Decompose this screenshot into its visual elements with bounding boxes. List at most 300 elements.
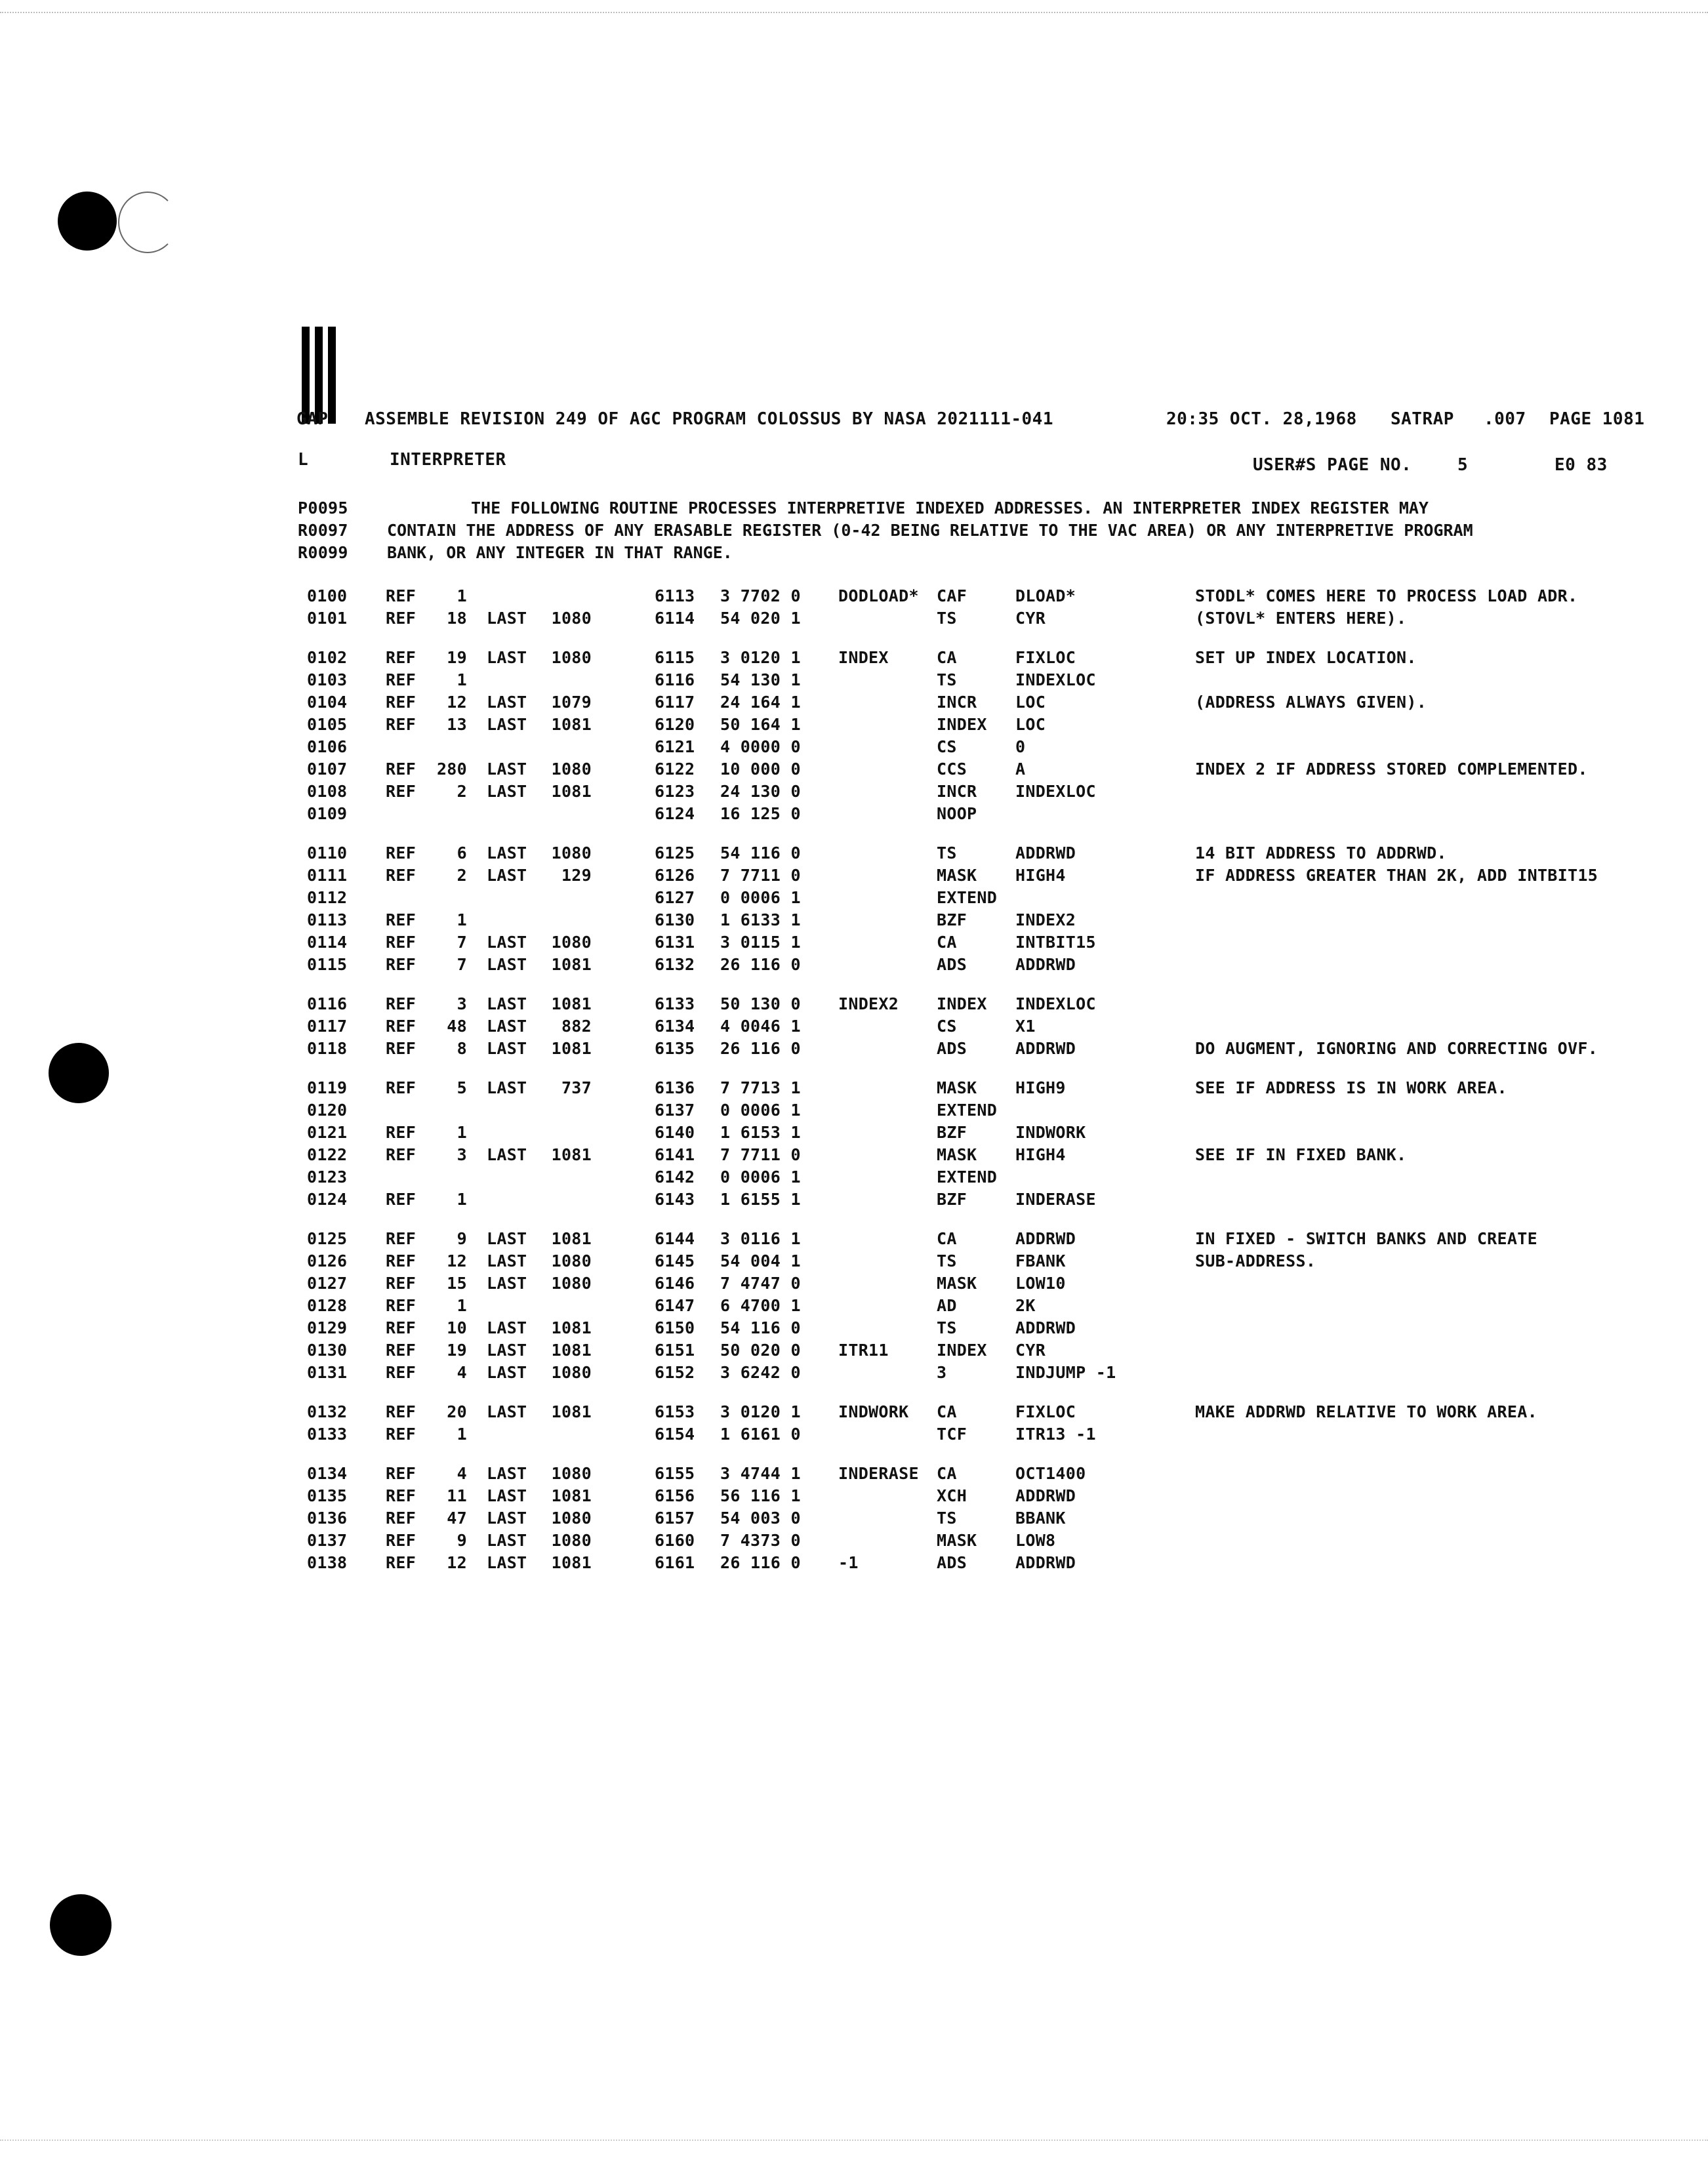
cell-opcode: CS [937, 737, 957, 756]
cell-address: 6145 [655, 1251, 695, 1270]
cell-last-flag: LAST [487, 1078, 527, 1097]
cell-operand: ADDRWD [1015, 1318, 1076, 1337]
cell-line-number: 0123 [307, 1167, 348, 1187]
cell-last-line: 882 [561, 1017, 592, 1036]
listing-row [0, 1145, 1708, 1167]
listing-row [0, 609, 1708, 631]
cell-address: 6133 [655, 994, 695, 1013]
cell-last-flag: LAST [487, 1251, 527, 1270]
cell-address: 6151 [655, 1341, 695, 1360]
cell-line-number: 0108 [307, 782, 348, 801]
cell-last-flag: LAST [487, 609, 527, 628]
remark-text: THE FOLLOWING ROUTINE PROCESSES INTERPRETIVE INDEXED ADDRESSES. AN INTERPRETER INDEX REGISTER MAY [471, 498, 1429, 517]
cell-ref-flag: REF [386, 1464, 417, 1483]
cell-octal-code: 7 4747 0 [720, 1274, 801, 1293]
cell-label: INDWORK [838, 1402, 909, 1421]
cell-octal-code: 3 0120 1 [720, 648, 801, 667]
cell-operand: ADDRWD [1015, 1229, 1076, 1248]
cell-operand: LOC [1015, 693, 1046, 712]
cell-line-number: 0131 [307, 1363, 348, 1382]
user-page-label: USER#S PAGE NO. [1253, 455, 1412, 475]
cell-line-number: 0116 [307, 994, 348, 1013]
cell-last-line: 1080 [551, 1251, 592, 1270]
cell-last-line: 1081 [551, 1553, 592, 1572]
cell-ref-flag: REF [386, 994, 417, 1013]
cell-operand: INDEX2 [1015, 910, 1076, 929]
cell-label: -1 [838, 1553, 859, 1572]
cell-ref-flag: REF [386, 1296, 417, 1315]
cell-octal-code: 54 130 1 [720, 670, 801, 689]
cell-ref-flag: REF [386, 1229, 417, 1248]
listing-row [0, 1078, 1708, 1101]
cell-ref-flag: REF [386, 586, 417, 605]
cell-last-line: 737 [561, 1078, 592, 1097]
cell-ref-count: 4 [457, 1464, 467, 1483]
cell-line-number: 0102 [307, 648, 348, 667]
cell-octal-code: 54 003 0 [720, 1509, 801, 1528]
cell-operand: CYR [1015, 1341, 1046, 1360]
cell-operand: A [1015, 760, 1026, 779]
cell-opcode: AD [937, 1296, 957, 1315]
cell-ref-flag: REF [386, 715, 417, 734]
cell-octal-code: 3 6242 0 [720, 1363, 801, 1382]
cell-address: 6156 [655, 1486, 695, 1505]
cell-opcode: MASK [937, 1531, 977, 1550]
cell-octal-code: 6 4700 1 [720, 1296, 801, 1315]
cell-line-number: 0119 [307, 1078, 348, 1097]
cell-octal-code: 0 0006 1 [720, 1101, 801, 1120]
cell-octal-code: 7 4373 0 [720, 1531, 801, 1550]
cell-ref-flag: REF [386, 955, 417, 974]
punch-hole-shadow [118, 192, 177, 253]
cell-last-line: 1081 [551, 955, 592, 974]
cell-label: INDEX2 [838, 994, 899, 1013]
listing-row [0, 1486, 1708, 1509]
cell-ref-count: 7 [457, 933, 467, 952]
listing-row [0, 737, 1708, 760]
cell-octal-code: 3 0120 1 [720, 1402, 801, 1421]
cell-operand: ADDRWD [1015, 1039, 1076, 1058]
cell-comment: SEE IF IN FIXED BANK. [1195, 1145, 1407, 1164]
cell-line-number: 0103 [307, 670, 348, 689]
cell-ref-count: 1 [457, 1425, 467, 1444]
cell-opcode: ADS [937, 1039, 967, 1058]
cell-ref-count: 7 [457, 955, 467, 974]
cell-ref-flag: REF [386, 1251, 417, 1270]
cell-operand: X1 [1015, 1017, 1036, 1036]
listing-row [0, 1251, 1708, 1274]
listing-row [0, 782, 1708, 804]
cell-address: 6147 [655, 1296, 695, 1315]
cell-last-flag: LAST [487, 1229, 527, 1248]
cell-opcode: EXTEND [937, 888, 998, 907]
cell-opcode: NOOP [937, 804, 977, 823]
cell-ref-flag: REF [386, 1274, 417, 1293]
cell-address: 6157 [655, 1509, 695, 1528]
listing-row [0, 933, 1708, 955]
cell-octal-code: 54 020 1 [720, 609, 801, 628]
cell-last-line: 1081 [551, 1486, 592, 1505]
cell-line-number: 0125 [307, 1229, 348, 1248]
cell-ref-flag: REF [386, 760, 417, 779]
cell-operand: FBANK [1015, 1251, 1066, 1270]
cell-comment: SET UP INDEX LOCATION. [1195, 648, 1417, 667]
cell-last-flag: LAST [487, 866, 527, 885]
cell-last-flag: LAST [487, 1274, 527, 1293]
cell-ref-count: 9 [457, 1531, 467, 1550]
listing-row [0, 693, 1708, 715]
cell-opcode: ADS [937, 955, 967, 974]
cell-ref-flag: REF [386, 1078, 417, 1097]
listing-row [0, 910, 1708, 933]
cell-last-line: 1080 [551, 1464, 592, 1483]
cell-octal-code: 7 7711 0 [720, 1145, 801, 1164]
cell-ref-count: 13 [447, 715, 467, 734]
cell-ref-count: 19 [447, 648, 467, 667]
cell-operand: LOW8 [1015, 1531, 1056, 1550]
cell-line-number: 0107 [307, 760, 348, 779]
cell-operand: INDEXLOC [1015, 670, 1096, 689]
remark-text: CONTAIN THE ADDRESS OF ANY ERASABLE REGISTER (0-42 BEING RELATIVE TO THE VAC AREA) OR ANY INTERPRETIVE PROGRAM [387, 521, 1473, 540]
cell-operand: DLOAD* [1015, 586, 1076, 605]
cell-comment: DO AUGMENT, IGNORING AND CORRECTING OVF. [1195, 1039, 1598, 1058]
cell-last-line: 1080 [551, 1274, 592, 1293]
cell-ref-count: 5 [457, 1078, 467, 1097]
cell-last-line: 1081 [551, 1229, 592, 1248]
cell-last-line: 1081 [551, 1039, 592, 1058]
punch-hole-bottom [50, 1894, 112, 1956]
cell-ref-flag: REF [386, 1123, 417, 1142]
section-code: L [298, 450, 309, 470]
cell-line-number: 0110 [307, 843, 348, 862]
cell-last-flag: LAST [487, 1145, 527, 1164]
cell-opcode: MASK [937, 1145, 977, 1164]
listing-row [0, 586, 1708, 609]
cell-ref-count: 1 [457, 586, 467, 605]
cell-last-line: 1081 [551, 782, 592, 801]
cell-opcode: TS [937, 670, 957, 689]
cell-octal-code: 54 116 0 [720, 843, 801, 862]
remark-id: R0097 [298, 521, 348, 540]
cell-octal-code: 3 0116 1 [720, 1229, 801, 1248]
cell-address: 6125 [655, 843, 695, 862]
cell-last-flag: LAST [487, 1363, 527, 1382]
cell-last-line: 1080 [551, 648, 592, 667]
cell-address: 6115 [655, 648, 695, 667]
cell-comment: INDEX 2 IF ADDRESS STORED COMPLEMENTED. [1195, 760, 1588, 779]
listing-row [0, 1464, 1708, 1486]
cell-ref-flag: REF [386, 1509, 417, 1528]
cell-line-number: 0132 [307, 1402, 348, 1421]
cell-ref-flag: REF [386, 670, 417, 689]
cell-opcode: CCS [937, 760, 967, 779]
page-reference: E0 83 [1555, 455, 1608, 475]
cell-label: INDEX [838, 648, 889, 667]
cell-address: 6126 [655, 866, 695, 885]
cell-line-number: 0129 [307, 1318, 348, 1337]
cell-operand: INDJUMP -1 [1015, 1363, 1116, 1382]
cell-opcode: EXTEND [937, 1101, 998, 1120]
cell-ref-flag: REF [386, 1190, 417, 1209]
cell-opcode: INDEX [937, 715, 987, 734]
cell-opcode: CA [937, 1464, 957, 1483]
cell-opcode: CA [937, 648, 957, 667]
listing-row [0, 1039, 1708, 1061]
cell-octal-code: 3 0115 1 [720, 933, 801, 952]
cell-line-number: 0134 [307, 1464, 348, 1483]
cell-opcode: CS [937, 1017, 957, 1036]
cell-opcode: CA [937, 1229, 957, 1248]
cell-octal-code: 1 6155 1 [720, 1190, 801, 1209]
cell-ref-flag: REF [386, 648, 417, 667]
listing-row [0, 1101, 1708, 1123]
cell-last-flag: LAST [487, 1341, 527, 1360]
cell-ref-count: 1 [457, 910, 467, 929]
cell-operand: 2K [1015, 1296, 1036, 1315]
cell-line-number: 0114 [307, 933, 348, 952]
cell-ref-count: 12 [447, 1553, 467, 1572]
cell-ref-flag: REF [386, 1425, 417, 1444]
cell-ref-flag: REF [386, 1017, 417, 1036]
header-title: ASSEMBLE REVISION 249 OF AGC PROGRAM COLOSSUS BY NASA 2021111-041 [365, 409, 1053, 429]
cell-operand: BBANK [1015, 1509, 1066, 1528]
remark-text: BANK, OR ANY INTEGER IN THAT RANGE. [387, 543, 733, 562]
cell-operand: OCT1400 [1015, 1464, 1086, 1483]
cell-ref-flag: REF [386, 1145, 417, 1164]
cell-ref-flag: REF [386, 910, 417, 929]
cell-line-number: 0133 [307, 1425, 348, 1444]
cell-octal-code: 0 0006 1 [720, 888, 801, 907]
cell-octal-code: 3 4744 1 [720, 1464, 801, 1483]
cell-octal-code: 26 116 0 [720, 1039, 801, 1058]
cell-operand: ADDRWD [1015, 1553, 1076, 1572]
cell-address: 6153 [655, 1402, 695, 1421]
cell-opcode: CAF [937, 586, 967, 605]
cell-operand: FIXLOC [1015, 648, 1076, 667]
cell-octal-code: 0 0006 1 [720, 1167, 801, 1187]
cell-octal-code: 50 020 0 [720, 1341, 801, 1360]
listing-row [0, 955, 1708, 977]
cell-last-line: 1081 [551, 715, 592, 734]
cell-opcode: ADS [937, 1553, 967, 1572]
cell-opcode: INCR [937, 782, 977, 801]
cell-last-line: 1080 [551, 843, 592, 862]
section-title: INTERPRETER [390, 450, 506, 470]
cell-last-line: 1081 [551, 1318, 592, 1337]
cell-address: 6114 [655, 609, 695, 628]
cell-last-flag: LAST [487, 648, 527, 667]
cell-opcode: BZF [937, 1123, 967, 1142]
cell-address: 6140 [655, 1123, 695, 1142]
cell-line-number: 0124 [307, 1190, 348, 1209]
cell-address: 6120 [655, 715, 695, 734]
cell-operand: HIGH9 [1015, 1078, 1066, 1097]
listing-row [0, 1363, 1708, 1385]
cell-last-flag: LAST [487, 693, 527, 712]
cell-comment: (ADDRESS ALWAYS GIVEN). [1195, 693, 1427, 712]
cell-opcode: TCF [937, 1425, 967, 1444]
cell-octal-code: 10 000 0 [720, 760, 801, 779]
cell-last-flag: LAST [487, 760, 527, 779]
cell-last-flag: LAST [487, 1039, 527, 1058]
cell-opcode: CA [937, 933, 957, 952]
cell-last-flag: LAST [487, 933, 527, 952]
cell-line-number: 0117 [307, 1017, 348, 1036]
header-timestamp: 20:35 OCT. 28,1968 [1166, 409, 1357, 429]
cell-ref-flag: REF [386, 866, 417, 885]
cell-last-line: 1080 [551, 1509, 592, 1528]
cell-address: 6152 [655, 1363, 695, 1382]
cell-ref-count: 20 [447, 1402, 467, 1421]
cell-octal-code: 4 0046 1 [720, 1017, 801, 1036]
cell-octal-code: 54 116 0 [720, 1318, 801, 1337]
cell-opcode: TS [937, 1318, 957, 1337]
cell-ref-count: 47 [447, 1509, 467, 1528]
header-version: .007 [1484, 409, 1526, 429]
cell-ref-count: 11 [447, 1486, 467, 1505]
cell-ref-flag: REF [386, 609, 417, 628]
cell-opcode: TS [937, 1251, 957, 1270]
listing-row [0, 1402, 1708, 1425]
cell-ref-count: 2 [457, 866, 467, 885]
cell-last-line: 1080 [551, 1531, 592, 1550]
cell-last-flag: LAST [487, 994, 527, 1013]
cell-line-number: 0122 [307, 1145, 348, 1164]
cell-operand: INDERASE [1015, 1190, 1096, 1209]
cell-octal-code: 3 7702 0 [720, 586, 801, 605]
cell-last-flag: LAST [487, 1553, 527, 1572]
cell-ref-flag: REF [386, 843, 417, 862]
cell-line-number: 0137 [307, 1531, 348, 1550]
listing-row [0, 1190, 1708, 1212]
listing-row [0, 648, 1708, 670]
cell-last-line: 1081 [551, 994, 592, 1013]
cell-line-number: 0100 [307, 586, 348, 605]
listing-row [0, 888, 1708, 910]
cell-ref-flag: REF [386, 1341, 417, 1360]
cell-ref-count: 15 [447, 1274, 467, 1293]
cell-last-flag: LAST [487, 1531, 527, 1550]
listing-row [0, 1296, 1708, 1318]
cell-ref-count: 2 [457, 782, 467, 801]
cell-ref-count: 19 [447, 1341, 467, 1360]
scan-edge-top [0, 12, 1708, 17]
listing-row [0, 1341, 1708, 1363]
listing-row [0, 1553, 1708, 1575]
cell-ref-count: 12 [447, 1251, 467, 1270]
cell-label: INDERASE [838, 1464, 919, 1483]
cell-address: 6144 [655, 1229, 695, 1248]
cell-octal-code: 4 0000 0 [720, 737, 801, 756]
cell-ref-count: 3 [457, 1145, 467, 1164]
cell-ref-flag: REF [386, 1531, 417, 1550]
cell-line-number: 0112 [307, 888, 348, 907]
cell-address: 6160 [655, 1531, 695, 1550]
cell-ref-count: 8 [457, 1039, 467, 1058]
cell-octal-code: 24 164 1 [720, 693, 801, 712]
remark-id: P0095 [298, 498, 348, 517]
cell-octal-code: 50 130 0 [720, 994, 801, 1013]
cell-opcode: INDEX [937, 1341, 987, 1360]
cell-label: ITR11 [838, 1341, 889, 1360]
cell-address: 6121 [655, 737, 695, 756]
punch-hole-top [58, 192, 117, 251]
cell-operand: INDEXLOC [1015, 782, 1096, 801]
cell-address: 6150 [655, 1318, 695, 1337]
cell-line-number: 0135 [307, 1486, 348, 1505]
cell-ref-count: 10 [447, 1318, 467, 1337]
cell-address: 6141 [655, 1145, 695, 1164]
cell-ref-count: 48 [447, 1017, 467, 1036]
cell-address: 6155 [655, 1464, 695, 1483]
cell-address: 6130 [655, 910, 695, 929]
listing-row [0, 1274, 1708, 1296]
cell-last-line: 1081 [551, 1145, 592, 1164]
cell-last-line: 1080 [551, 933, 592, 952]
cell-octal-code: 7 7711 0 [720, 866, 801, 885]
cell-octal-code: 1 6153 1 [720, 1123, 801, 1142]
cell-ref-flag: REF [386, 1363, 417, 1382]
cell-last-flag: LAST [487, 1402, 527, 1421]
cell-ref-flag: REF [386, 1486, 417, 1505]
cell-last-flag: LAST [487, 1318, 527, 1337]
listing-row [0, 715, 1708, 737]
cell-last-line: 1080 [551, 760, 592, 779]
cell-opcode: TS [937, 609, 957, 628]
cell-octal-code: 26 116 0 [720, 1553, 801, 1572]
cell-comment: STODL* COMES HERE TO PROCESS LOAD ADR. [1195, 586, 1578, 605]
cell-line-number: 0127 [307, 1274, 348, 1293]
cell-address: 6127 [655, 888, 695, 907]
cell-opcode: CA [937, 1402, 957, 1421]
cell-last-line: 1080 [551, 609, 592, 628]
header-page: PAGE 1081 [1549, 409, 1645, 429]
cell-comment: MAKE ADDRWD RELATIVE TO WORK AREA. [1195, 1402, 1537, 1421]
cell-opcode: TS [937, 1509, 957, 1528]
cell-opcode: XCH [937, 1486, 967, 1505]
cell-address: 6132 [655, 955, 695, 974]
listing-row [0, 1509, 1708, 1531]
cell-operand: INDWORK [1015, 1123, 1086, 1142]
listing-row [0, 670, 1708, 693]
cell-line-number: 0106 [307, 737, 348, 756]
cell-operand: ADDRWD [1015, 1486, 1076, 1505]
cell-operand: ADDRWD [1015, 955, 1076, 974]
listing-row [0, 1229, 1708, 1251]
cell-octal-code: 1 6133 1 [720, 910, 801, 929]
cell-octal-code: 50 164 1 [720, 715, 801, 734]
listing-row [0, 843, 1708, 866]
cell-opcode: TS [937, 843, 957, 862]
cell-address: 6123 [655, 782, 695, 801]
cell-last-line: 129 [561, 866, 592, 885]
cell-last-line: 1081 [551, 1341, 592, 1360]
cell-last-flag: LAST [487, 1017, 527, 1036]
cell-line-number: 0138 [307, 1553, 348, 1572]
cell-last-flag: LAST [487, 843, 527, 862]
cell-ref-flag: REF [386, 1402, 417, 1421]
cell-opcode: MASK [937, 1274, 977, 1293]
header-user: SATRAP [1391, 409, 1454, 429]
cell-ref-flag: REF [386, 933, 417, 952]
cell-address: 6131 [655, 933, 695, 952]
cell-opcode: MASK [937, 1078, 977, 1097]
listing-row [0, 760, 1708, 782]
cell-last-flag: LAST [487, 955, 527, 974]
cell-octal-code: 16 125 0 [720, 804, 801, 823]
cell-comment: SUB-ADDRESS. [1195, 1251, 1316, 1270]
cell-ref-flag: REF [386, 1553, 417, 1572]
